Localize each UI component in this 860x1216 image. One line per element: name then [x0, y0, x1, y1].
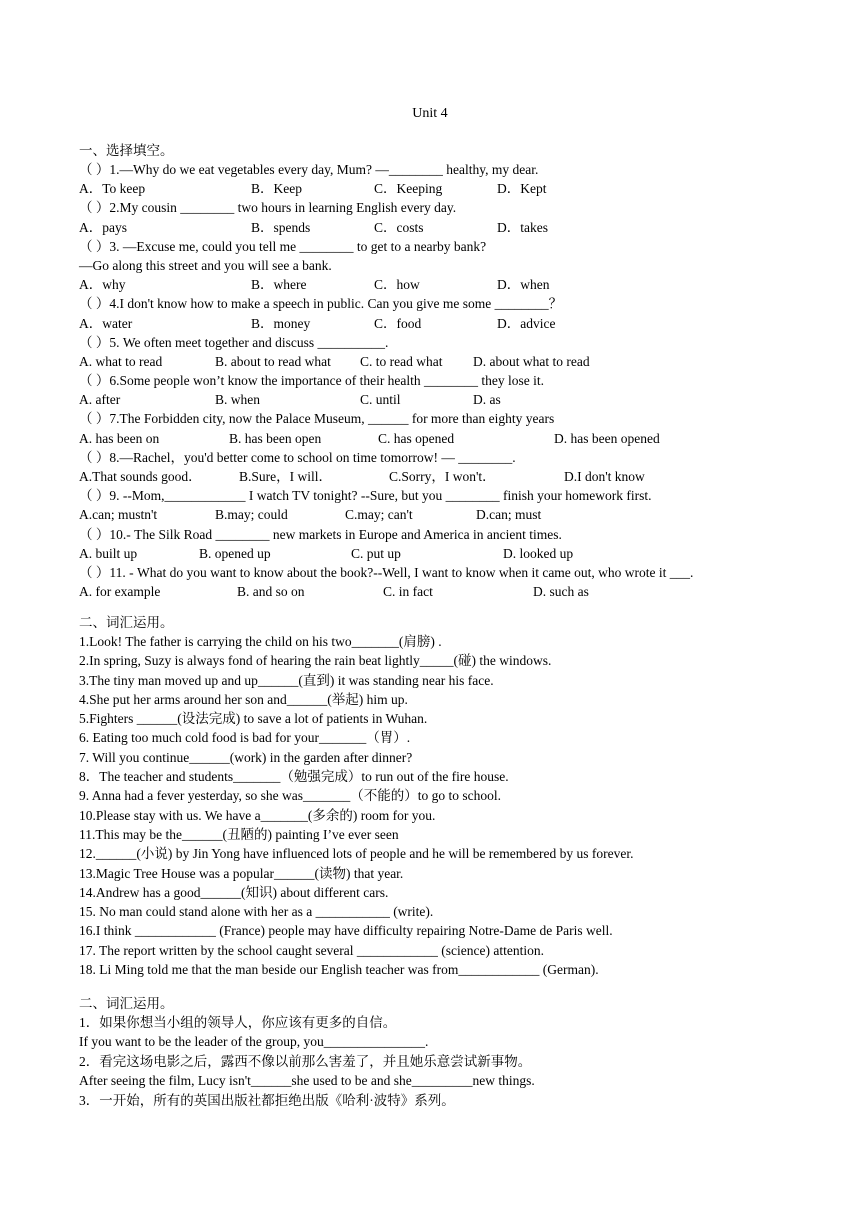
- answer-option: D. about what to read: [473, 353, 590, 369]
- answer-options: [79, 218, 799, 237]
- question-text: （ ）2.My cousin ________ two hours in learning English every day.: [79, 200, 457, 216]
- section-heading: 二、词汇运用。: [79, 996, 174, 1011]
- answer-option: C. until: [360, 392, 401, 408]
- vocab-item: 13.Magic Tree House was a popular______(读物) that year.: [79, 865, 404, 881]
- translation-item: If you want to be the leader of the group, you_______________.: [79, 1034, 429, 1050]
- question-item: [79, 294, 799, 332]
- answer-option: C．Keeping: [374, 181, 443, 197]
- question-text: （ ）3. —Excuse me, could you tell me ________ to get to a nearby bank?: [79, 238, 487, 254]
- answer-options: [79, 314, 799, 333]
- translation-item: 2．看完这场电影之后，露西不像以前那么害羞了，并且她乐意尝试新事物。: [79, 1053, 532, 1069]
- question-item: [79, 371, 799, 409]
- question-item: [79, 333, 799, 371]
- question-item: [79, 160, 799, 198]
- question-item: [79, 525, 799, 563]
- translation-section: [79, 994, 799, 1110]
- section-heading: 一、选择填空。: [79, 143, 174, 158]
- answer-option: D．when: [497, 277, 550, 293]
- answer-option: D. as: [473, 392, 501, 408]
- answer-options: [79, 505, 799, 524]
- question-text: （ ）8.—Rachel，you'd better come to school on time tomorrow! — ________.: [79, 449, 516, 465]
- answer-option: B. has been open: [229, 430, 322, 446]
- answer-option: C. in fact: [383, 584, 433, 600]
- answer-option: B．where: [251, 277, 307, 293]
- answer-option: A.That sounds good．: [79, 469, 202, 484]
- question-item: [79, 448, 799, 486]
- answer-option: C. has opened: [378, 430, 455, 446]
- vocab-item: 10.Please stay with us. We have a_______(多余的) room for you.: [79, 807, 436, 823]
- answer-option: D. such as: [533, 584, 589, 600]
- answer-option: A.can; mustn't: [79, 507, 158, 523]
- question-item: [79, 198, 799, 236]
- answer-options: [79, 582, 799, 601]
- answer-option: D. looked up: [503, 545, 574, 561]
- answer-option: A. what to read: [79, 353, 163, 369]
- answer-option: A. has been on: [79, 430, 160, 446]
- question-text: （ ）9. --Mom,____________ I watch TV tonight? --Sure, but you ________ finish your homework first.: [79, 488, 652, 504]
- vocab-item: 6. Eating too much cold food is bad for your_______（胃）.: [79, 730, 411, 746]
- translation-item: 1．如果你想当小组的领导人，你应该有更多的自信。: [79, 1015, 397, 1030]
- question-text: （ ）10.- The Silk Road ________ new markets in Europe and America in ancient times.: [79, 526, 562, 542]
- question-item: [79, 409, 799, 447]
- answer-options: [79, 352, 799, 371]
- answer-option: D.I don't know: [564, 469, 645, 484]
- answer-option: A．To keep: [79, 181, 146, 197]
- answer-option: B.may; could: [215, 507, 288, 523]
- answer-option: A. after: [79, 392, 121, 408]
- vocab-item: 4.She put her arms around her son and______(举起) him up.: [79, 691, 408, 707]
- answer-option: B. and so on: [237, 584, 305, 600]
- vocab-item: 9. Anna had a fever yesterday, so she was_______（不能的）to go to school.: [79, 788, 502, 804]
- answer-options: [79, 544, 799, 563]
- vocab-item: 18. Li Ming told me that the man beside our English teacher was from____________ (German).: [79, 962, 599, 978]
- vocabulary-section: [79, 613, 799, 979]
- question-text: —Go along this street and you will see a bank.: [79, 257, 332, 273]
- vocab-item: 16.I think ____________ (France) people may have difficulty repairing Notre-Dame de Paris well.: [79, 923, 613, 939]
- question-item: [79, 237, 799, 295]
- question-text: （ ）6.Some people won’t know the importance of their health ________ they lose it.: [79, 373, 545, 389]
- vocab-item: 8．The teacher and students_______（勉强完成）to run out of the fire house.: [79, 769, 509, 785]
- answer-options: [79, 275, 799, 294]
- answer-option: C．costs: [374, 219, 424, 235]
- answer-option: C.Sorry，I won't．: [389, 469, 496, 484]
- question-text: （ ）1.—Why do we eat vegetables every day, Mum? —________ healthy, my dear.: [79, 162, 539, 177]
- question-list: [79, 160, 799, 601]
- vocab-list: [79, 632, 799, 979]
- multiple-choice-section: [79, 141, 799, 601]
- answer-options: [79, 429, 799, 448]
- vocab-item: 11.This may be the______(丑陋的) painting I’ve ever seen: [79, 826, 399, 842]
- vocab-item: 5.Fighters ______(设法完成) to save a lot of patients in Wuhan.: [79, 711, 428, 727]
- answer-option: C．how: [374, 277, 420, 293]
- question-text: （ ）4.I don't know how to make a speech in public. Can you give me some ________？: [79, 296, 563, 312]
- vocab-item: 3.The tiny man moved up and up______(直到) it was standing near his face.: [79, 672, 494, 688]
- answer-option: A. for example: [79, 584, 161, 600]
- answer-option: A．pays: [79, 219, 127, 235]
- answer-option: C. put up: [351, 545, 401, 561]
- answer-options: [79, 179, 799, 198]
- answer-options: [79, 467, 799, 486]
- question-item: [79, 486, 799, 524]
- answer-option: B. about to read what: [215, 353, 331, 369]
- answer-option: A．water: [79, 315, 133, 331]
- translation-item: 3．一开始，所有的英国出版社都拒绝出版《哈利·波特》系列。: [79, 1092, 455, 1108]
- question-text: （ ）7.The Forbidden city, now the Palace Museum, ______ for more than eighty years: [79, 411, 555, 427]
- answer-option: B. opened up: [199, 545, 271, 561]
- vocab-item: 7. Will you continue______(work) in the garden after dinner?: [79, 749, 413, 765]
- answer-option: B．Keep: [251, 181, 302, 197]
- vocab-item: 2.In spring, Suzy is always fond of hearing the rain beat lightly_____(碰) the windows.: [79, 653, 552, 669]
- answer-option: D．Kept: [497, 181, 547, 197]
- question-item: [79, 563, 799, 601]
- page-title: Unit 4: [412, 106, 448, 121]
- answer-option: C. to read what: [360, 353, 443, 369]
- answer-option: C.may; can't: [345, 507, 413, 523]
- answer-option: A. built up: [79, 545, 138, 561]
- answer-option: B．spends: [251, 219, 311, 235]
- answer-option: B. when: [215, 392, 260, 408]
- answer-option: D. has been opened: [554, 430, 660, 446]
- answer-option: B.Sure，I will．: [239, 469, 332, 484]
- vocab-item: 12.______(小说) by Jin Yong have influenced lots of people and he will be remembered by us forever.: [79, 846, 634, 862]
- answer-option: D.can; must: [476, 507, 542, 523]
- vocab-item: 14.Andrew has a good______(知识) about different cars.: [79, 884, 389, 900]
- translation-item: After seeing the film, Lucy isn't______she used to be and she_________new things.: [79, 1073, 535, 1089]
- answer-option: A．why: [79, 277, 126, 293]
- vocab-item: 17. The report written by the school caught several ____________ (science) attention.: [79, 942, 544, 958]
- answer-options: [79, 390, 799, 409]
- question-text: （ ）5. We often meet together and discuss __________.: [79, 334, 389, 350]
- answer-option: B．money: [251, 315, 311, 331]
- vocab-item: 15. No man could stand alone with her as a ___________ (write).: [79, 904, 434, 920]
- answer-option: D．advice: [497, 315, 556, 331]
- translation-list: [79, 1013, 799, 1110]
- section-heading: 二、词汇运用。: [79, 615, 174, 630]
- answer-option: D．takes: [497, 219, 548, 235]
- answer-option: C．food: [374, 315, 422, 331]
- question-text: （ ）11. - What do you want to know about the book?--Well, I want to know when it came out, who wrote it ___.: [79, 564, 694, 580]
- vocab-item: 1.Look! The father is carrying the child on his two_______(肩膀) .: [79, 634, 442, 649]
